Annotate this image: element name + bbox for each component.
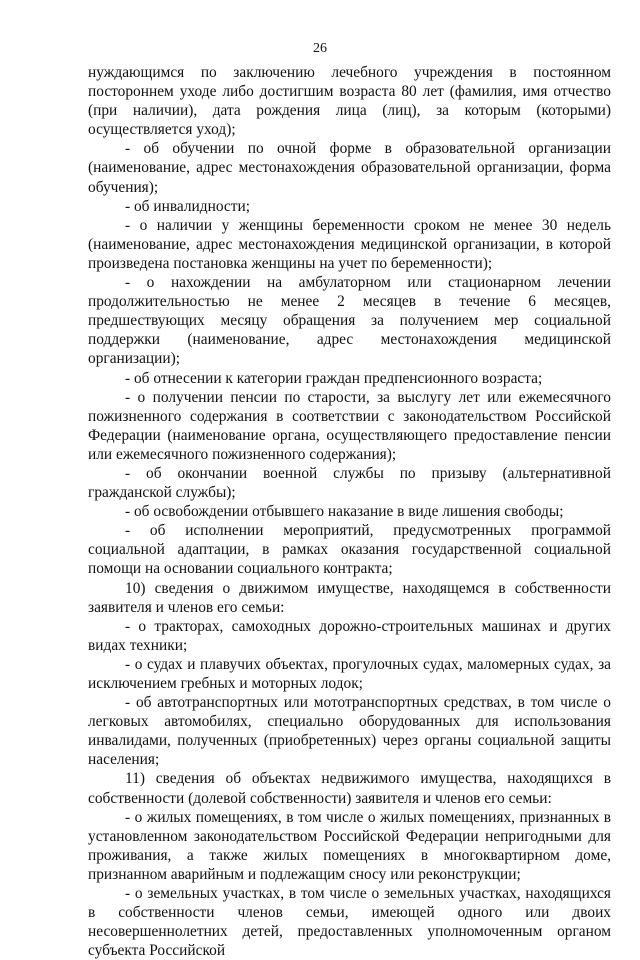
paragraph: - о тракторах, самоходных дорожно-строительных машинах и других видах техники; [88,617,611,654]
paragraph: нуждающимся по заключению лечебного учреждения в постоянном постороннем уходе либо достигшим возраста 80 лет (фамилия, имя отчество (при наличии), дата рождения лица (лиц), за которым (которыми) осуществляется уход); [88,64,611,139]
document-body [88,63,611,960]
paragraph: - об исполнении мероприятий, предусмотренных программой социальной адаптации, в рамках оказания государственной социальной помощи на основании социального контракта; [88,522,611,578]
paragraph: - об обучении по очной форме в образовательной организации (наименование, адрес местонахождения образовательной организации, форма обучения); [88,140,611,196]
paragraph: - о судах и плавучих объектах, прогулочных судах, маломерных судах, за исключением гребных и моторных лодок; [88,655,611,692]
paragraph: - об освобождении отбывшего наказание в виде лишения свободы; [125,503,564,521]
paragraph: 10) сведения о движимом имуществе, находящемся в собственности заявителя и членов его семьи: [88,579,611,616]
paragraph: - о наличии у женщины беременности сроком не менее 30 недель (наименование, адрес местонахождения медицинской организации, в которой произведена постановка женщины на учет по беременности); [88,216,611,272]
paragraph: - о получении пенсии по старости, за выслугу лет или ежемесячного пожизненного содержания в соответствии с законодательством Российской Федерации (наименование органа, осуществляющего предоставление пенсии или ежемесячного пожизненного содержания); [88,388,611,463]
paragraph: - о земельных участках, в том числе о земельных участках, находящихся в собственности членов семьи, имеющей одного или двоих несовершеннолетних детей, предоставленных уполномоченным органом субъекта Российской [88,885,611,960]
paragraph: - об автотранспортных или мототранспортных средствах, в том числе о легковых автомобилях, специально оборудованных для использования инвалидами, полученных (приобретенных) через органы социальной защиты населения; [88,694,611,769]
paragraph: - об окончании военной службы по призыву (альтернативной гражданской службы); [88,464,611,502]
page-number: 26 [313,41,327,56]
paragraph: - об инвалидности; [125,197,250,215]
paragraph: - об отнесении к категории граждан предпенсионного возраста; [125,369,543,387]
paragraph: - о жилых помещениях, в том числе о жилых помещениях, признанных в установленном законодательством Российской Федерации непригодными для проживания, а также жилых помещениях в многоквартирном доме, признанном аварийным и подлежащим сносу или реконструкции; [88,808,611,883]
paragraph: - о нахождении на амбулаторном или стационарном лечении продолжительностью не менее 2 месяцев в течение 6 месяцев, предшествующих месяцу обращения за получением мер социальной поддержки (наименование, адрес местонахождения медицинской организации); [88,274,611,368]
paragraph: 11) сведения об объектах недвижимого имущества, находящихся в собственности (долевой собственности) заявителя и членов его семьи: [88,770,611,807]
